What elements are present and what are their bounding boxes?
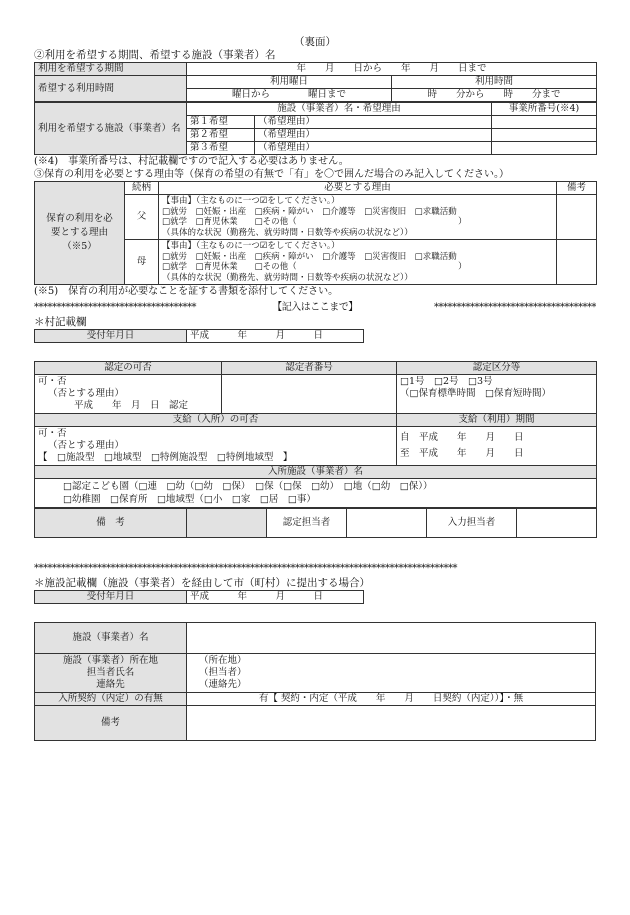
staff-label: 担当者氏名 bbox=[86, 667, 135, 678]
relation-mother: 母 bbox=[125, 240, 159, 285]
facility-received-label: 受付年月日 bbox=[35, 591, 187, 604]
facility-remarks-value[interactable] bbox=[187, 706, 596, 741]
col-reason: 必要とする理由 bbox=[159, 182, 557, 195]
received-label: 受付年月日 bbox=[35, 330, 187, 343]
cert-staff-value[interactable] bbox=[347, 509, 427, 538]
contract-value[interactable]: 有【 契約・内定（平成 年 月 日契約（内定））】・無 bbox=[187, 693, 596, 706]
staff-value[interactable]: （担当者） bbox=[199, 667, 247, 678]
contact-value[interactable]: （連絡先） bbox=[199, 679, 247, 690]
stars-left: ************************************ bbox=[34, 302, 196, 313]
cert-staff-label: 認定担当者 bbox=[267, 509, 347, 538]
remarks-label: 備 考 bbox=[35, 509, 187, 538]
note4: (※4) 事業所番号は、村記載欄ですので記入する必要はありません。 bbox=[34, 156, 349, 167]
supply-period-body[interactable] bbox=[397, 427, 597, 466]
choice-reason[interactable]: （希望理由） bbox=[255, 142, 492, 155]
note5: (※5) 保育の利用が必要なことを証する書類を添付してください。 bbox=[34, 286, 339, 297]
remarks-mother[interactable] bbox=[557, 240, 597, 285]
section2-heading: ②利用を希望する期間、希望する施設（事業者）名 bbox=[34, 49, 276, 61]
period-label: 利用を希望する期間 bbox=[35, 63, 187, 76]
facility-remarks-label: 備考 bbox=[35, 706, 187, 741]
period-from: 自 平成 年 月 日 bbox=[400, 432, 524, 443]
reason-options[interactable]: □就労 □妊娠・出産 □疾病・障がい □介護等 □災害復旧 □求職活動 bbox=[162, 206, 457, 217]
choice-rank: 第３希望 bbox=[187, 142, 255, 155]
end-separator bbox=[34, 301, 596, 314]
period-to: 至 平成 年 月 日 bbox=[400, 448, 524, 459]
staff-table bbox=[34, 508, 597, 538]
contact-label: 連絡先 bbox=[96, 679, 125, 690]
col-relation: 続柄 bbox=[125, 182, 159, 195]
address-label: 施設（事業者）所在地 bbox=[62, 655, 158, 666]
supply-header: 支給（入所）の可否 bbox=[35, 414, 397, 427]
facility-body[interactable] bbox=[35, 479, 597, 508]
choice-reason[interactable]: （希望理由） bbox=[255, 116, 492, 129]
contract-label: 入所契約（内定）の有無 bbox=[35, 693, 187, 706]
facility-choice-table bbox=[34, 102, 597, 155]
received-value[interactable]: 平成 年 月 日 bbox=[187, 330, 364, 343]
facility-line: □幼稚園 □保育所 □地域型（□小 □家 □居 □事） bbox=[63, 494, 316, 505]
section3-row-label: 保育の利用を必要とする理由（※5） bbox=[35, 182, 125, 285]
choice-rank: 第２希望 bbox=[187, 129, 255, 142]
time-label: 希望する利用時間 bbox=[35, 76, 187, 102]
facility-address-labels bbox=[35, 654, 187, 693]
supply-period-header: 支給（利用）期間 bbox=[397, 414, 597, 427]
supply-line: 可・否 bbox=[38, 428, 67, 439]
page-title: （裏面） bbox=[294, 36, 336, 48]
form-page bbox=[34, 36, 596, 741]
supply-body[interactable] bbox=[35, 427, 397, 466]
address-value[interactable]: （所在地） bbox=[199, 655, 247, 666]
cert-class-header: 認定区分等 bbox=[397, 362, 597, 375]
section3-heading: ③保育の利用を必要とする理由等（保育の希望の有無で「有」を〇で囲んだ場合のみ記入してください。） bbox=[34, 169, 509, 180]
cert-no-header: 認定者番号 bbox=[222, 362, 397, 375]
cert-class-body[interactable] bbox=[397, 375, 597, 414]
cert-header: 認定の可否 bbox=[35, 362, 222, 375]
reason-options[interactable]: □就学 □育児休業 □その他（ ） bbox=[162, 262, 467, 272]
facility-address-values[interactable] bbox=[187, 654, 596, 693]
remarks-father[interactable] bbox=[557, 195, 597, 240]
cert-line: 可・否 bbox=[38, 376, 67, 387]
full-separator: ********************************************************************************************** bbox=[34, 563, 457, 574]
facility-received-table bbox=[34, 590, 364, 604]
village-received-table bbox=[34, 329, 364, 343]
reason-line: 【事由】（主なものに一つ☑をしてください。） bbox=[162, 196, 340, 206]
remarks-value[interactable] bbox=[187, 509, 267, 538]
class-line: （□保育標準時間 □保育短時間） bbox=[400, 388, 551, 399]
reason-father[interactable] bbox=[159, 195, 557, 240]
facility-name-label: 施設（事業者）名 bbox=[35, 623, 187, 654]
reason-line: （具体的な状況（勤務先、就労時間・日数等や疾病の状況など）） bbox=[162, 272, 413, 283]
cert-no-value[interactable] bbox=[222, 375, 397, 414]
days-value[interactable]: 曜日から 曜日まで bbox=[187, 89, 392, 102]
facility-header: 入所施設（事業者）名 bbox=[35, 466, 597, 479]
reason-line: 【事由】（主なものに一つ☑をしてください。） bbox=[162, 241, 340, 251]
facility-received-value[interactable]: 平成 年 月 日 bbox=[187, 591, 364, 604]
reason-line: （具体的な状況（勤務先、就労時間・日数等や疾病の状況など）） bbox=[162, 227, 413, 238]
supply-line: （否とする理由） bbox=[48, 440, 125, 451]
choice-rank: 第１希望 bbox=[187, 116, 255, 129]
section2-table bbox=[34, 62, 597, 102]
facility-label: 利用を希望する施設（事業者）名 bbox=[35, 103, 187, 155]
hours-header: 利用時間 bbox=[392, 76, 597, 89]
certification-table bbox=[34, 361, 597, 508]
section3-table bbox=[34, 181, 597, 285]
choice-reason[interactable]: （希望理由） bbox=[255, 129, 492, 142]
choice-id[interactable] bbox=[492, 129, 597, 142]
stars-right: ************************************ bbox=[434, 302, 596, 313]
choice-id[interactable] bbox=[492, 142, 597, 155]
facility-line: □認定こども園（□連 □幼（□幼 □保） □保（□保 □幼） □地（□幼 □保）） bbox=[63, 481, 433, 492]
days-header: 利用曜日 bbox=[187, 76, 392, 89]
facility-section-heading: ＊施設記載欄（施設（事業者）を経由して市（町村）に提出する場合） bbox=[34, 577, 370, 589]
facility-name-value[interactable] bbox=[187, 623, 596, 654]
end-marker: 【記入はここまで】 bbox=[272, 302, 358, 313]
supply-line: 【 □施設型 □地域型 □特例施設型 □特例地域型 】 bbox=[38, 452, 293, 463]
choice-id[interactable] bbox=[492, 116, 597, 129]
reason-options[interactable]: □就労 □妊娠・出産 □疾病・障がい □介護等 □災害復旧 □求職活動 bbox=[162, 251, 457, 262]
cert-line: 平成 年 月 日 認定 bbox=[74, 400, 189, 411]
relation-father: 父 bbox=[125, 195, 159, 240]
facility-id-header: 事業所番号(※4) bbox=[492, 103, 597, 116]
input-staff-value[interactable] bbox=[517, 509, 597, 538]
input-staff-label: 入力担当者 bbox=[427, 509, 517, 538]
reason-options[interactable]: □就学 □育児休業 □その他（ ） bbox=[162, 217, 467, 227]
village-heading: ＊村記載欄 bbox=[34, 316, 87, 328]
facility-info-table bbox=[34, 622, 596, 741]
facility-col-header: 施設（事業者）名・希望理由 bbox=[187, 103, 492, 116]
col-remarks: 備考 bbox=[557, 182, 597, 195]
reason-mother[interactable] bbox=[159, 240, 557, 285]
cert-line: （否とする理由） bbox=[48, 388, 125, 399]
period-value[interactable]: 年 月 日から 年 月 日まで bbox=[187, 63, 597, 76]
hours-value[interactable]: 時 分から 時 分まで bbox=[392, 89, 597, 102]
class-line: □1号 □2号 □3号 bbox=[400, 376, 493, 387]
cert-body[interactable] bbox=[35, 375, 222, 414]
